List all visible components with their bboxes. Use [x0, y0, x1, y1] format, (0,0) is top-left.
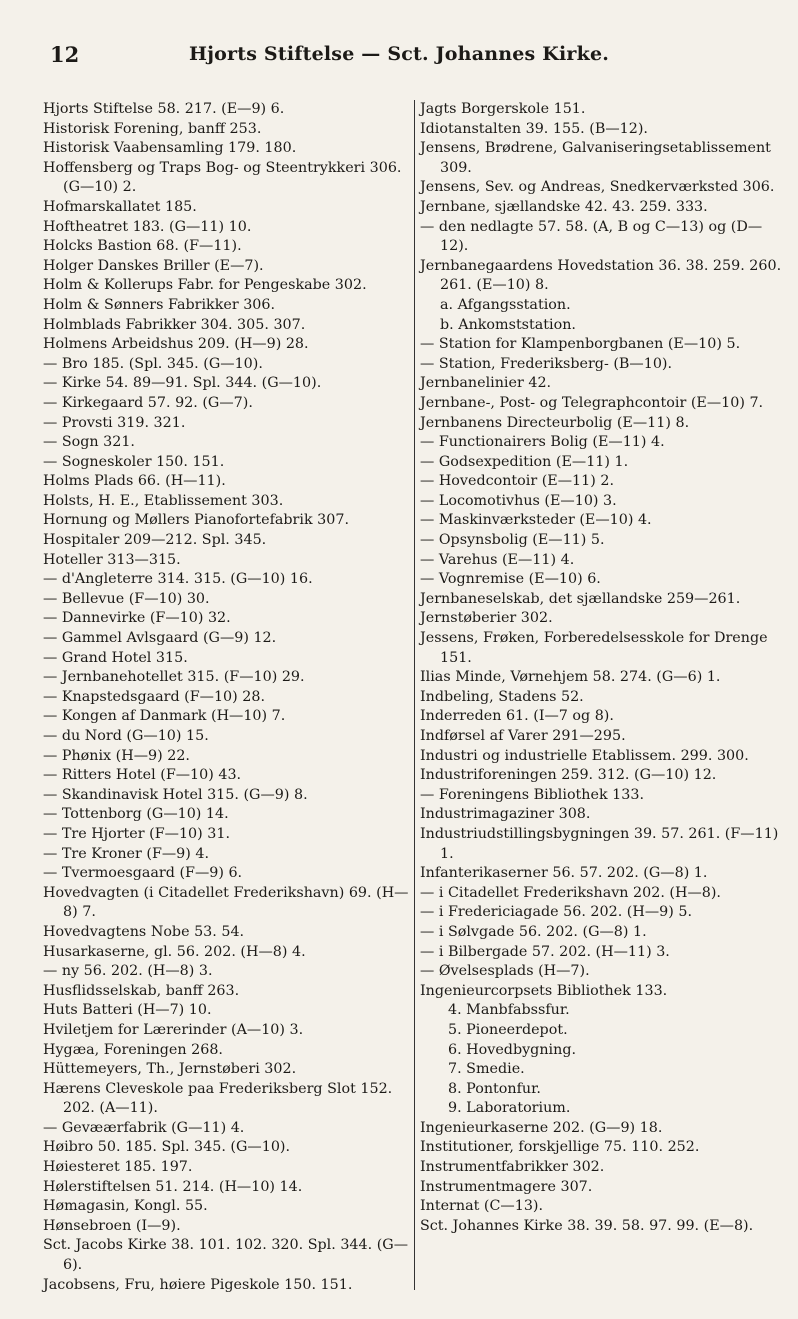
index-entry: — du Nord (G—10) 15. [43, 728, 209, 744]
page-header [0, 0, 798, 70]
index-entry: b. Ankomststation. [440, 316, 576, 333]
index-entry: — Bro 185. (Spl. 345. (G—10). [43, 355, 263, 372]
index-entry: — Station for Klampenborgbanen (E—10) 5. [420, 336, 741, 353]
index-entry: 9. Laboratorium. [448, 1100, 571, 1117]
index-entry: Historisk Vaabensamling 179. 180. [43, 140, 297, 157]
index-entry: Huts Batteri (H—7) 10. [43, 1002, 212, 1019]
index-entry: — Station, Frederiksberg- (B—10). [420, 355, 673, 372]
index-entry: Indbeling, Stadens 52. [420, 688, 584, 705]
index-entry: — i Bilbergade 57. 202. (H—11) 3. [420, 943, 670, 960]
index-entry: Ingenieurkaserne 202. (G—9) 18. [420, 1119, 663, 1136]
index-entry: Hømagasin, Kongl. 55. [43, 1198, 208, 1215]
index-entry: Sct. Johannes Kirke 38. 39. 58. 97. 99. (E—8). [420, 1217, 754, 1234]
index-entry: Husflidsselskab, banff 263. [43, 982, 240, 999]
index-entry: Industrimagaziner 308. [420, 806, 591, 823]
index-entry: Historisk Forening, banff 253. [43, 120, 262, 137]
index-entry: — d'Angleterre 314. 315. (G—10) 16. [43, 571, 313, 588]
index-entry: Holsts, H. E., Etablissement 303. [43, 492, 284, 509]
index-entry: Hovedvagten (i Citadellet Frederikshavn) 69. (H—8) 7. [43, 884, 409, 921]
index-entry: Hovedvagtens Nobe 53. 54. [43, 923, 245, 940]
index-entry: Hærens Cleveskole paa Frederiksberg Slot 152. 202. (A—11). [43, 1080, 393, 1117]
index-entry: Holmblads Fabrikker 304. 305. 307. [43, 316, 306, 333]
index-entry: — Kirke 54. 89—91. Spl. 344. (G—10). [43, 375, 322, 392]
index-entry: — Øvelsesplads (H—7). [420, 963, 590, 980]
left-column [43, 100, 411, 1295]
index-entry: — den nedlagte 57. 58. (A, B og C—13) og (D—12). [420, 218, 763, 255]
index-entry: 7. Smedie. [448, 1061, 525, 1078]
index-entry: a. Afgangsstation. [440, 296, 571, 313]
index-entry: Jagts Borgerskole 151. [420, 101, 586, 117]
index-entry: Jernbanens Directeurbolig (E—11) 8. [420, 414, 690, 431]
index-entry: — ny 56. 202. (H—8) 3. [43, 963, 213, 980]
index-entry: Holger Danskes Briller (E—7). [43, 257, 264, 274]
index-entry: Hønsebroen (I—9). [43, 1217, 181, 1234]
index-entry: Internat (C—13). [420, 1198, 544, 1215]
index-entry: — i Fredericiagade 56. 202. (H—9) 5. [420, 904, 692, 921]
index-entry: — Gammel Avlsgaard (G—9) 12. [43, 630, 277, 647]
index-entry: — i Sølvgade 56. 202. (G—8) 1. [420, 923, 647, 940]
index-entry: Jernbanegaardens Hovedstation 36. 38. 259. 260. 261. (E—10) 8. [420, 257, 782, 294]
index-entry: — Vognremise (E—10) 6. [420, 571, 601, 588]
index-entry: Jacobsens, Fru, høiere Pigeskole 150. 151. [43, 1276, 353, 1293]
index-entry: — Gevæærfabrik (G—11) 4. [43, 1119, 245, 1136]
index-entry: Holcks Bastion 68. (F—11). [43, 238, 242, 255]
index-entry: 5. Pioneerdepot. [448, 1021, 568, 1038]
index-entry: Industriforeningen 259. 312. (G—10) 12. [420, 767, 717, 784]
index-entry: Jensens, Sev. og Andreas, Snedkerværksted 306. [420, 179, 775, 196]
index-entry: Holm & Kollerups Fabr. for Pengeskabe 302. [43, 277, 367, 294]
index-entry: Hoteller 313—315. [43, 551, 181, 568]
index-entry: — Tottenborg (G—10) 14. [43, 806, 229, 823]
index-entry: Inderreden 61. (I—7 og 8). [420, 708, 614, 725]
index-entry: Hoftheatret 183. (G—11) 10. [43, 218, 252, 235]
index-entry: 4. Manbfabssfur. [448, 1002, 570, 1019]
index-entry: Jernbane-, Post- og Telegraphcontoir (E—10) 7. [420, 394, 764, 411]
index-entry: — i Citadellet Frederikshavn 202. (H—8). [420, 884, 721, 901]
index-entry: Hüttemeyers, Th., Jernstøberi 302. [43, 1061, 297, 1078]
index-entry: Ilias Minde, Vørnehjem 58. 274. (G—6) 1. [420, 669, 721, 686]
index-entry: — Knapstedsgaard (F—10) 28. [43, 688, 266, 705]
index-entry: — Hovedcontoir (E—11) 2. [420, 473, 614, 490]
index-entry: Holms Plads 66. (H—11). [43, 473, 226, 490]
index-entry: — Tre Hjorter (F—10) 31. [43, 825, 230, 842]
index-entry: — Locomotivhus (E—10) 3. [420, 492, 617, 509]
index-entry: Hølerstiftelsen 51. 214. (H—10) 14. [43, 1178, 303, 1195]
index-entry: Instrumentmagere 307. [420, 1178, 593, 1195]
index-entry: Infanterikaserner 56. 57. 202. (G—8) 1. [420, 865, 708, 882]
index-entry: Jessens, Frøken, Forberedelsesskole for Drenge 151. [420, 630, 768, 666]
index-entry: Sct. Jacobs Kirke 38. 101. 102. 320. Spl. 344. (G—6). [43, 1237, 408, 1274]
index-entry: — Godsexpedition (E—11) 1. [420, 453, 629, 470]
index-entry: — Opsynsbolig (E—11) 5. [420, 532, 605, 549]
index-entry: Hviletjem for Lærerinder (A—10) 3. [43, 1021, 304, 1038]
index-entry: Jernstøberier 302. [420, 610, 553, 627]
index-entry: Jernbanelinier 42. [420, 375, 552, 392]
index-entry: — Jernbanehotellet 315. (F—10) 29. [43, 669, 305, 686]
index-entry: Hofmarskallatet 185. [43, 198, 197, 215]
index-entry: — Kirkegaard 57. 92. (G—7). [43, 394, 253, 411]
column-divider [414, 100, 415, 1290]
index-entry: — Phønix (H—9) 22. [43, 747, 190, 764]
index-entry: Jernbaneselskab, det sjællandske 259—261. [420, 590, 741, 607]
index-entry: — Sogneskoler 150. 151. [43, 453, 225, 470]
index-entry: Idiotanstalten 39. 155. (B—12). [420, 120, 648, 137]
index-entry: 8. Pontonfur. [448, 1080, 541, 1097]
index-entry: — Provsti 319. 321. [43, 414, 186, 431]
index-entry: — Grand Hotel 315. [43, 649, 188, 666]
index-entry: 6. Hovedbygning. [448, 1041, 577, 1058]
index-entry: Husarkaserne, gl. 56. 202. (H—8) 4. [43, 943, 306, 960]
index-entry: Hjorts Stiftelse 58. 217. (E—9) 6. [43, 101, 285, 117]
index-entry: — Sogn 321. [43, 434, 135, 451]
index-entry: Holm & Sønners Fabrikker 306. [43, 296, 276, 313]
index-entry: Instrumentfabrikker 302. [420, 1159, 605, 1176]
index-entry: Industri og industrielle Etablissem. 299. 300. [420, 747, 749, 764]
page-number: 12 [50, 42, 80, 67]
index-entry: Hoffensberg og Traps Bog- og Steentrykkeri 306. (G—10) 2. [43, 159, 402, 196]
index-entry: Holmens Arbeidshus 209. (H—9) 28. [43, 336, 309, 353]
index-entry: — Maskinværksteder (E—10) 4. [420, 512, 652, 529]
index-entry: — Dannevirke (F—10) 32. [43, 610, 231, 627]
index-entry: — Ritters Hotel (F—10) 43. [43, 767, 242, 784]
index-entry: — Tvermoesgaard (F—9) 6. [43, 865, 243, 882]
index-entry: Hornung og Møllers Pianofortefabrik 307. [43, 512, 349, 529]
right-column [420, 100, 788, 1236]
index-entry: — Varehus (E—11) 4. [420, 551, 575, 568]
index-entry: — Foreningens Bibliothek 133. [420, 786, 645, 803]
index-entry: Jernbane, sjællandske 42. 43. 259. 333. [420, 198, 708, 215]
index-entry: Institutioner, forskjellige 75. 110. 252. [420, 1139, 700, 1156]
index-entry: — Kongen af Danmark (H—10) 7. [43, 708, 286, 725]
index-entry: Indførsel af Varer 291—295. [420, 728, 626, 744]
index-entry: Hospitaler 209—212. Spl. 345. [43, 532, 267, 549]
index-entry: Høibro 50. 185. Spl. 345. (G—10). [43, 1139, 291, 1156]
index-entry: — Bellevue (F—10) 30. [43, 590, 210, 607]
index-entry: Industriudstillingsbygningen 39. 57. 261. (F—11) 1. [420, 825, 779, 862]
index-entry: Høiesteret 185. 197. [43, 1159, 193, 1176]
index-entry: — Skandinavisk Hotel 315. (G—9) 8. [43, 786, 308, 803]
index-entry: Hygæa, Foreningen 268. [43, 1041, 223, 1058]
index-entry: Jensens, Brødrene, Galvaniseringsetablissement 309. [420, 140, 771, 176]
index-entry: — Functionairers Bolig (E—11) 4. [420, 434, 665, 451]
index-entry: Ingenieurcorpsets Bibliothek 133. [420, 982, 668, 999]
index-entry: — Tre Kroner (F—9) 4. [43, 845, 210, 862]
running-head: Hjorts Stiftelse — Sct. Johannes Kirke. [188, 43, 610, 65]
